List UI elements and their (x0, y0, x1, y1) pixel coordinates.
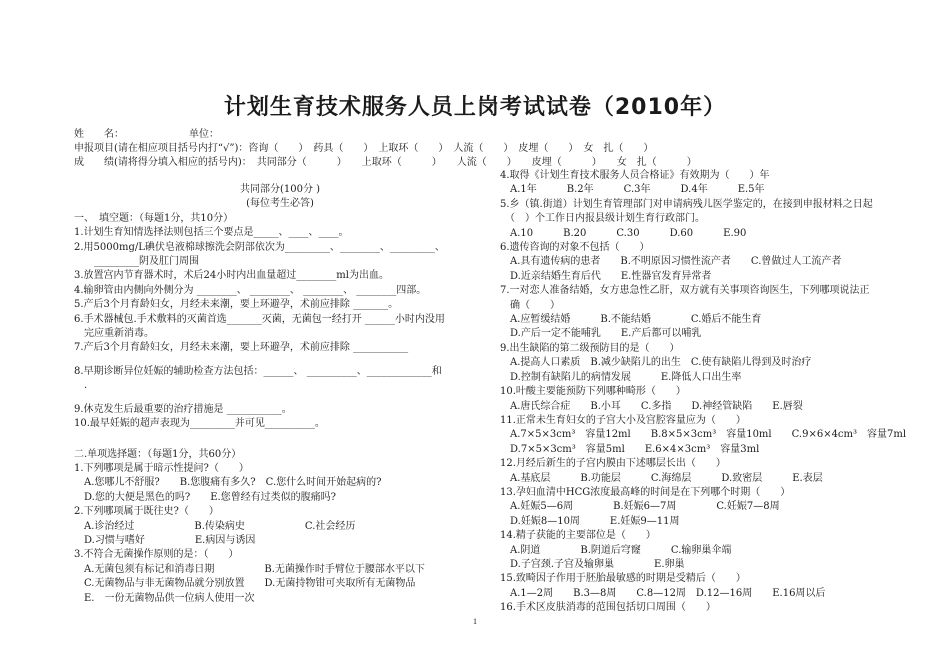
question-item (74, 284, 486, 298)
question-item (500, 284, 910, 342)
question-line: A.基底层 B.功能层 C.海绵层 D.致密层 E.表层 (500, 472, 823, 484)
part1-questions (74, 226, 486, 431)
section-note: (每位考生必答) (246, 198, 314, 210)
question-line: （ ）个工作日内报县级计划生育行政部门。 (500, 213, 705, 225)
question-item (500, 601, 910, 615)
question-line: . (74, 380, 88, 392)
question-item (500, 457, 910, 486)
question-line: _________阴及肛门周围 (74, 256, 199, 268)
question-line: 2.用5000mg/L碘伏皂液棉球擦洗会阴部依次为_________、________、_________、 (74, 241, 445, 253)
question-line: A.您哪儿不舒服? B.您腹痛有多久? C.您什么时间开始起病的? (74, 477, 382, 489)
question-line: 16.手术区皮肤消毒的范围包括切口周围（ ） (500, 602, 716, 614)
question-item (74, 403, 486, 417)
question-line: 11.正常未生育妇女的子宫大小及宫腔容量应为（ ） (500, 414, 746, 426)
question-line: 1.计划生育知情选择法则包括三个要点是_____、____、____。 (74, 227, 349, 239)
question-line: D.控制有缺陷儿的病情发展 E.降低人口出生率 (500, 371, 742, 383)
question-item (74, 341, 486, 355)
question-line: E. 一份无菌物品供一位病人使用一次 (74, 592, 255, 604)
question-item (500, 385, 910, 414)
question-line: D.妊娠8—10周 E.妊娠9—11周 (500, 515, 680, 527)
question-line: 4.取得《计划生育技术服务人员合格证》有效期为（ ）年 (500, 170, 770, 181)
question-line: 7.产后3个月育龄妇女，月经未来潮，要上环避孕，术前应排除 ___________ (74, 342, 409, 354)
question-line: A.阴道 B.阴道后穹窿 C.输卵巢伞端 (500, 544, 732, 556)
question-line: 15.致畸因子作用于胚胎最敏感的时期是受精后（ ） (500, 573, 746, 585)
header-name-unit: 姓 名： 单位： (74, 129, 219, 140)
question-line: 10.最早妊娠的超声表现为_________并可见__________。 (74, 418, 325, 430)
question-line: A.1年 B.2年 C.3年 D.4年 E.5年 (500, 184, 765, 196)
right-questions (500, 169, 910, 616)
part2-questions (74, 462, 486, 606)
question-line: 9.休克发生后最重要的治疗措施是 ___________。 (74, 403, 292, 415)
question-line: 完应重新消毒。 (74, 328, 154, 340)
question-item (500, 414, 910, 457)
question-item (500, 241, 910, 284)
question-line: 3.不符合无菌操作原则的是：（ ） (74, 549, 239, 561)
question-line: 14.精子获能的主要部位是（ ） (500, 530, 656, 542)
question-line: A.诊治经过 B.传染病史 C.社会经历 (74, 520, 356, 532)
question-line: 6.手术器械包.手术敷料的灭菌首选_______灭菌，无菌包一经打开 ______小时内没用 (74, 313, 445, 325)
question-item (74, 241, 486, 270)
question-line: D.您的大便是黑色的吗? E.您曾经有过类似的腹痛吗? (74, 491, 337, 503)
question-line: 9.出生缺陷的第二级预防目的是（ ） (500, 342, 680, 354)
question-line: A.无菌包须有标记和消毒日期 B.无菌操作时手臂位于腰部水平以下 (74, 563, 425, 575)
exam-title: 计划生育技术服务人员上岗考试试卷（2010年） (223, 95, 727, 120)
page-number: 1 (473, 617, 477, 626)
section-title: 共同部分(100分 ) (239, 184, 321, 195)
question-line: A.1—2周 B.3—8周 C.8—12周 D.12—16周 E.16周以后 (500, 587, 826, 599)
question-item (500, 342, 910, 385)
part2-title: 二.单项选择题：（每题1分，共60分） (74, 448, 242, 460)
question-item (74, 462, 486, 505)
question-line: 7.一对恋人准备结婚，女方患急性乙肝，双方就有关事项咨询医生，下列哪项说法正 (500, 285, 870, 297)
question-item (74, 313, 486, 342)
question-line: 8.早期诊断异位妊娠的辅助检查方法包括：______、 __________、_____________和 (74, 365, 442, 377)
question-line: 4.输卵管由内侧向外侧分为 ________、 ________、 ________、 ________四部。 (74, 284, 427, 296)
question-line: 6.遗传咨询的对象不包括（ ） (500, 242, 650, 254)
question-line: 1.下列哪项是属于暗示性提问?（ ） (74, 462, 249, 474)
question-line: D.习惯与嗜好 E.病因与诱因 (74, 534, 256, 546)
question-item (74, 505, 486, 548)
question-line: C.无菌物品与非无菌物品就分别放置 D.无菌持物钳可夹取所有无菌物品 (74, 578, 416, 590)
part1-title: 一、 填空题：（每题1分，共10分） (74, 212, 234, 224)
header-application-items: 申报项目(请在相应项目括号内打“√”)：咨询（ ） 药具（ ） 上取环（ ） 人流（ ） 皮埋（ ） 女 扎（ ） (74, 143, 654, 154)
question-line: A.10 B.20 C.30 D.60 E.90 (500, 227, 747, 239)
question-line: 2.下列哪项属于既往史?（ ） (74, 506, 219, 518)
question-line: A.唐氏综合症 B.小耳 C.多指 D.神经管缺陷 E.唇裂 (500, 400, 803, 412)
header-score: 成 绩(请将得分填入相应的括号内)： 共同部分（ ） 上取环（ ） 人流（ ） 皮埋（ ） 女 扎（ ） (74, 157, 697, 168)
question-line: D.7×5×3cm³ 容量5ml E.6×4×3cm³ 容量3ml (500, 443, 760, 455)
right-column (500, 169, 910, 616)
question-item (74, 365, 486, 394)
question-line: D.产后一定不能哺乳 E.产后都可以哺乳 (500, 328, 702, 340)
question-item (500, 198, 910, 241)
question-line: A.提高人口素质 B.减少缺陷儿的出生 C.使有缺陷儿得到及时治疗 (500, 357, 812, 369)
question-item (74, 269, 486, 283)
question-item (500, 529, 910, 572)
question-line: 13.孕妇血清中HCG浓度最高峰的时间是在下列哪个时期（ ） (500, 486, 791, 498)
question-line: A.7×5×3cm³ 容量12ml B.8×5×3cm³ 容量10ml C.9×6×4cm³ 容量7ml (500, 429, 907, 441)
question-line: 3.放置宫内节育器术时，术后24小时内出血量超过________ml为出血。 (74, 270, 389, 282)
question-item (74, 548, 486, 606)
question-item (74, 417, 486, 431)
question-item (74, 298, 486, 312)
question-item (74, 226, 486, 240)
question-line: A.具有遗传病的患者 B.不明原因习惯性流产者 C.曾做过人工流产者 (500, 256, 842, 268)
question-item (500, 169, 910, 198)
question-line: 确（ ） (500, 299, 560, 311)
question-item (500, 486, 910, 529)
question-line: D.子宫颈.子宫及输卵巢 E.卵巢 (500, 558, 685, 570)
left-column (74, 183, 486, 606)
question-line: A.妊娠5—6周 B.妊娠6—7周 C.妊娠7—8周 (500, 501, 780, 513)
question-line: 5.乡（镇.街道）计划生育管理部门对申请病残儿医学鉴定的，在接到申报材料之日起 (500, 198, 873, 210)
question-item (500, 572, 910, 601)
question-line: D.近亲结婚生育后代 E.性器官发育异常者 (500, 270, 712, 282)
question-line: 10.叶酸主要能预防下列哪种畸形（ ） (500, 386, 686, 398)
question-line: A.应暂缓结婚 B.不能结婚 C.婚后不能生育 (500, 314, 762, 326)
question-line: 12.月经后新生的子宫内膜由下述哪层长出（ ） (500, 458, 726, 470)
question-line: 5.产后3个月育龄妇女，月经未来潮，要上环避孕，术前应排除 _______。 (74, 299, 399, 311)
